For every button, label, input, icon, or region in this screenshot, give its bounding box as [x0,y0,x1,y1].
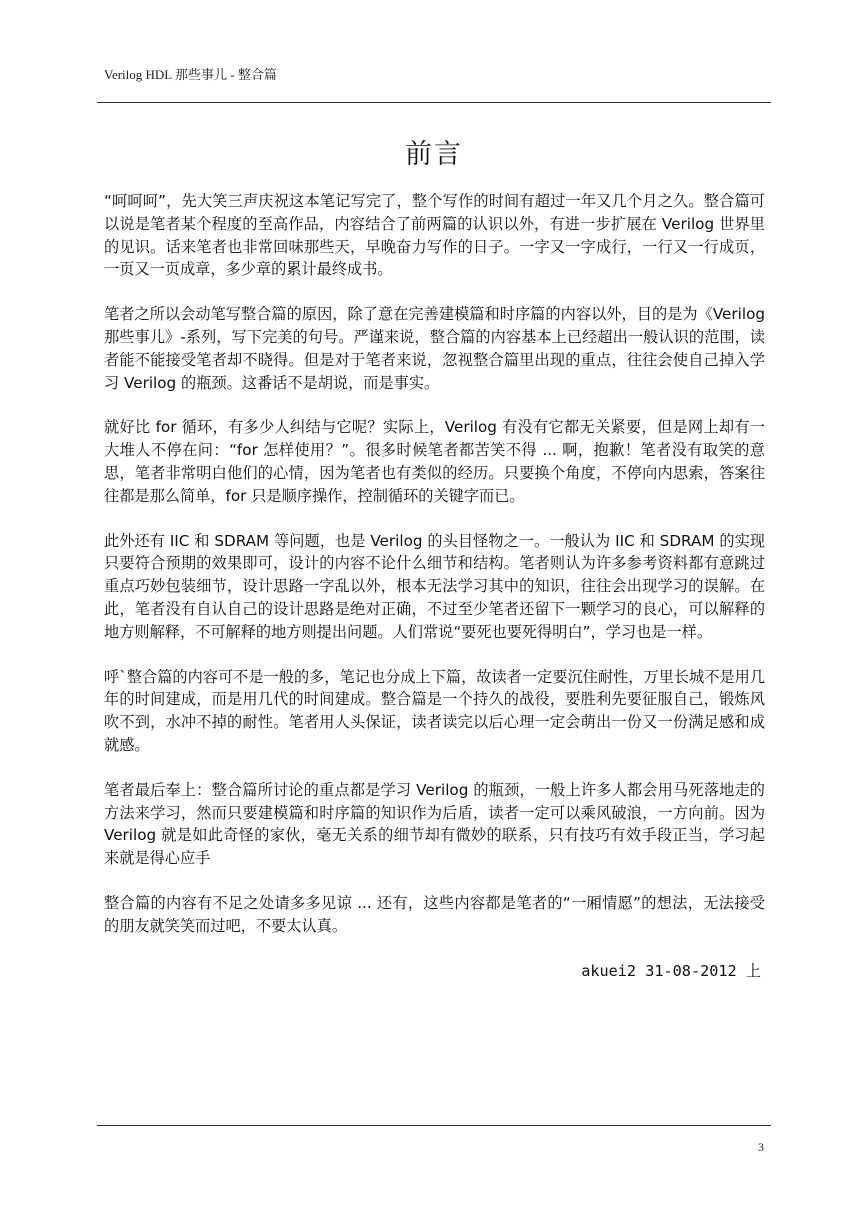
paragraph-1: “呵呵呵”，先大笑三声庆祝这本笔记写完了，整个写作的时间有超过一年又几个月之久。整合篇可以说是笔者某个程度的至高作品，内容结合了前两篇的认识以外，有进一步扩展在 Verilog 世界里的见识。话来笔者也非常回味那些天，早晚奋力写作的日子。一字又一字成行，一行又一行成页，一页又一页成章，多少章的累计最终成书。 [104,192,765,279]
paragraph-5: 呼`整合篇的内容可不是一般的多，笔记也分成上下篇，故读者一定要沉住耐性，万里长城不是用几年的时间建成，而是用几代的时间建成。整合篇是一个持久的战役，要胜利先要征服自己，锻炼风吹不到，水冲不掉的耐性。笔者用人头保证，读者读完以后心理一定会萌出一份又一份满足感和成就感。 [104,667,765,754]
paragraph-4: 此外还有 IIC 和 SDRAM 等问题，也是 Verilog 的头目怪物之一。一般认为 IIC 和 SDRAM 的实现只要符合预期的效果即可，设计的内容不论什么细节和结构。笔者则认为许多参考资料都有意跳过重点巧妙包装细节，设计思路一字乱以外，根本无法学习其中的知识，往往会出现学习的误解。在此，笔者没有自认自己的设计思路是绝对正确，不过至少笔者还留下一颗学习的良心，可以解释的地方则解释，不可解释的地方则提出问题。人们常说“要死也要死得明白”，学习也是一样。 [104,531,765,641]
paragraph-2: 笔者之所以会动笔写整合篇的原因，除了意在完善建模篇和时序篇的内容以外，目的是为《Verilog 那些事儿》-系列，写下完美的句号。严谨来说，整合篇的内容基本上已经超出一般认识的范围，读者能不能接受笔者却不晓得。但是对于笔者来说，忽视整合篇里出现的重点，往往会使自己掉入学习 Verilog 的瓶颈。这番话不是胡说，而是事实。 [104,305,765,392]
header-rule [97,102,771,103]
signature: akuei2 31-08-2012 上 [581,961,761,980]
page-number: 3 [758,1140,764,1154]
preface-body [104,190,765,982]
paragraph-6: 笔者最后奉上：整合篇所讨论的重点都是学习 Verilog 的瓶颈，一般上许多人都会用马死落地走的方法来学习，然而只要建模篇和时序篇的知识作为后盾，读者一定可以乘风破浪，一方向前。因为 Verilog 就是如此奇怪的家伙，毫无关系的细节却有微妙的联系，只有技巧有效手段正当，学习起来就是得心应手 [104,780,765,868]
running-header: Verilog HDL 那些事儿 - 整合篇 [104,67,277,82]
paragraph-3: 就好比 for 循环，有多少人纠结与它呢？实际上，Verilog 有没有它都无关紧要，但是网上却有一大堆人不停在问：“for 怎样使用？”。很多时候笔者都苦笑不得 ... 啊，抱歉！笔者没有取笑的意思，笔者非常明白他们的心情，因为笔者也有类似的经历。只要换个角度，不停向内思索，答案往往都是那么简单，for 只是顺序操作，控制循环的关键字而已。 [104,418,765,505]
paragraph-7: 整合篇的内容有不足之处请多多见谅 ... 还有，这些内容都是笔者的“一厢情愿”的想法，无法接受的朋友就笑笑而过吧，不要太认真。 [104,893,765,935]
footer-rule [97,1125,771,1126]
page-title: 前言 [405,139,463,170]
